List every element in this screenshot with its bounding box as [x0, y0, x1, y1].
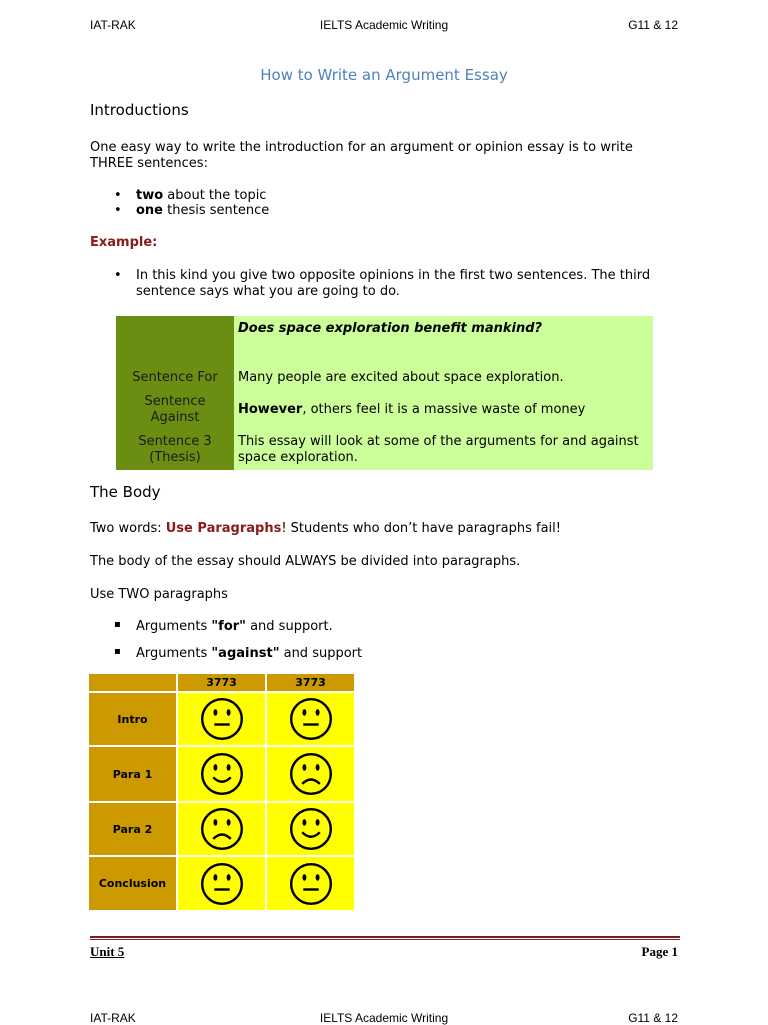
example-bullet: In this kind you give two opposite opinions in the first two sentences. The third sentence says what you are going to do.	[136, 268, 651, 299]
footer-rule-thin	[90, 939, 680, 940]
footer-unit: Unit 5	[90, 944, 125, 959]
body-bullet-2: Arguments "against" and support	[136, 646, 363, 661]
row-label-para-2: Para 2	[89, 803, 176, 855]
intro-bullet-1: two about the topic	[136, 188, 267, 203]
table-corner	[89, 674, 176, 691]
neutral-face-icon	[178, 857, 265, 910]
neutral-face-icon	[178, 693, 265, 745]
example-table	[116, 316, 653, 470]
square-bullet: ▪	[114, 646, 121, 657]
smiley-table	[89, 674, 355, 910]
header-right: G11 & 12	[628, 18, 678, 32]
example-question: Does space exploration benefit mankind?	[238, 321, 543, 336]
next-header-left: IAT-RAK	[90, 1011, 136, 1025]
footer-rule	[90, 936, 680, 938]
body-paragraph-2: The body of the essay should ALWAYS be divided into paragraphs.	[90, 554, 521, 569]
row-text-thesis: This essay will look at some of the arguments for and against space exploration.	[238, 434, 639, 465]
neutral-face-icon	[267, 693, 354, 745]
row-label-conclusion: Conclusion	[89, 857, 176, 910]
happy-face-icon	[178, 747, 265, 801]
section-heading-introductions: Introductions	[90, 101, 189, 119]
next-header-center: IELTS Academic Writing	[319, 1011, 449, 1025]
page-title: How to Write an Argument Essay	[260, 66, 508, 84]
row-label-intro: Intro	[89, 693, 176, 745]
example-label: Example:	[90, 235, 158, 250]
footer-page-number: Page 1	[641, 944, 678, 959]
body-bullet-1: Arguments "for" and support.	[136, 619, 333, 634]
intro-bullet-2: one thesis sentence	[136, 203, 270, 218]
row-text-for: Many people are excited about space exploration.	[238, 370, 564, 385]
bullet-dot: •	[114, 203, 122, 218]
header-left: IAT-RAK	[90, 18, 136, 32]
neutral-face-icon	[267, 857, 354, 910]
column-header: 3773	[178, 674, 265, 691]
bullet-dot: •	[114, 268, 122, 283]
intro-paragraph: One easy way to write the introduction for an argument or opinion essay is to write THREE sentences:	[90, 140, 633, 171]
happy-face-icon	[267, 803, 354, 855]
row-label-para-1: Para 1	[89, 747, 176, 801]
row-label-against: Sentence Against	[144, 394, 206, 425]
row-label-thesis: Sentence 3 (Thesis)	[138, 434, 212, 465]
row-text-against: However, others feel it is a massive waste of money	[238, 402, 586, 417]
sad-face-icon	[178, 803, 265, 855]
square-bullet: ▪	[114, 619, 121, 630]
bullet-dot: •	[114, 188, 122, 203]
sad-face-icon	[267, 747, 354, 801]
row-label-for: Sentence For	[132, 370, 218, 385]
header-center: IELTS Academic Writing	[319, 18, 449, 32]
section-heading-body: The Body	[90, 483, 161, 501]
column-header: 3773	[267, 674, 354, 691]
body-paragraph-1: Two words: Use Paragraphs! Students who don’t have paragraphs fail!	[90, 521, 561, 536]
body-paragraph-3: Use TWO paragraphs	[90, 587, 228, 602]
next-header-right: G11 & 12	[628, 1011, 678, 1025]
